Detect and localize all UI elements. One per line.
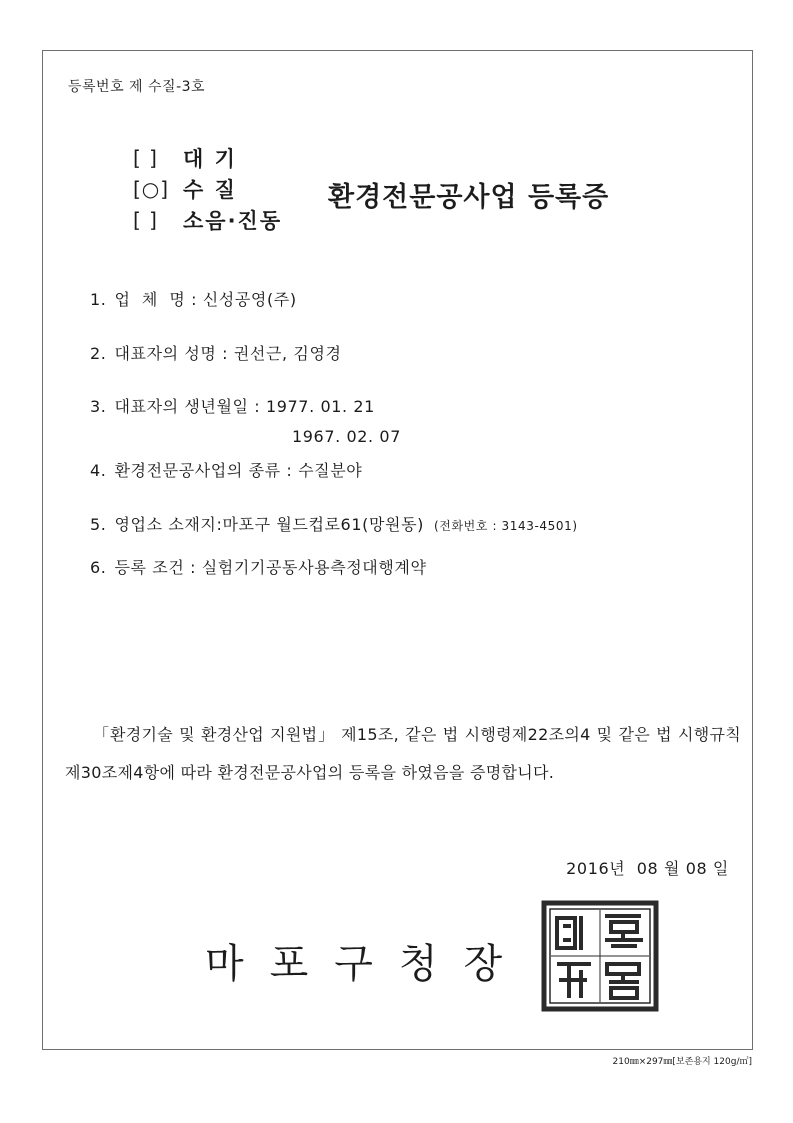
- item-number: 3.: [90, 397, 107, 416]
- category-water-mark: [○]: [133, 176, 170, 201]
- item-representative: [90, 341, 342, 364]
- item-number: 2.: [90, 344, 107, 363]
- category-air-label: 대 기: [183, 146, 237, 171]
- registration-number: 등록번호 제 수질-3호: [68, 79, 206, 95]
- item-company-name: [90, 287, 297, 310]
- paper-specification: 210㎜×297㎜[보존용지 120g/㎡]: [612, 1057, 752, 1067]
- item-business-type: [90, 458, 362, 481]
- category-air-mark: [ ]: [133, 145, 158, 170]
- category-water: [133, 173, 333, 204]
- category-noise: [133, 204, 333, 235]
- item-text: 영업소 소재지:마포구 월드컵로61(망원동): [114, 515, 424, 534]
- item-birthdate-continuation: 1967. 02. 07: [292, 427, 401, 446]
- category-noise-label: 소음·진동: [183, 208, 283, 233]
- category-noise-mark: [ ]: [133, 207, 158, 232]
- item-number: 4.: [90, 461, 107, 480]
- item-registration-condition: [90, 555, 427, 578]
- item-text: 대표자의 생년월일 : 1977. 01. 21: [114, 397, 375, 416]
- category-air: [133, 142, 333, 173]
- item-number: 1.: [90, 290, 107, 309]
- item-number: 5.: [90, 515, 107, 534]
- item-phone: (전화번호 : 3143-4501): [433, 519, 578, 533]
- item-text: 업 체 명 : 신성공영(주): [114, 290, 297, 309]
- item-office-address: [90, 512, 578, 535]
- item-text: 대표자의 성명 : 권선근, 김영경: [114, 344, 342, 363]
- document-title: 환경전문공사업 등록증: [328, 182, 610, 213]
- legal-statement: 「환경기술 및 환경산업 지원법」 제15조, 같은 법 시행령제22조의4 및 같은 법 시행규칙 제30조제4항에 따라 환경전문공사업의 등록을 하였음을 증명합니다.: [65, 725, 741, 782]
- category-water-label: 수 질: [183, 177, 237, 202]
- official-seal-stamp: [541, 900, 659, 1012]
- category-checklist: [133, 142, 333, 235]
- item-birthdate: [90, 394, 375, 417]
- issuer-name: 마포구청장: [205, 941, 529, 987]
- item-number: 6.: [90, 558, 107, 577]
- item-text: 등록 조건 : 실험기기공동사용측정대행계약: [114, 558, 427, 577]
- issue-date: 2016년 08 월 08 일: [566, 859, 729, 878]
- item-text: 환경전문공사업의 종류 : 수질분야: [114, 461, 363, 480]
